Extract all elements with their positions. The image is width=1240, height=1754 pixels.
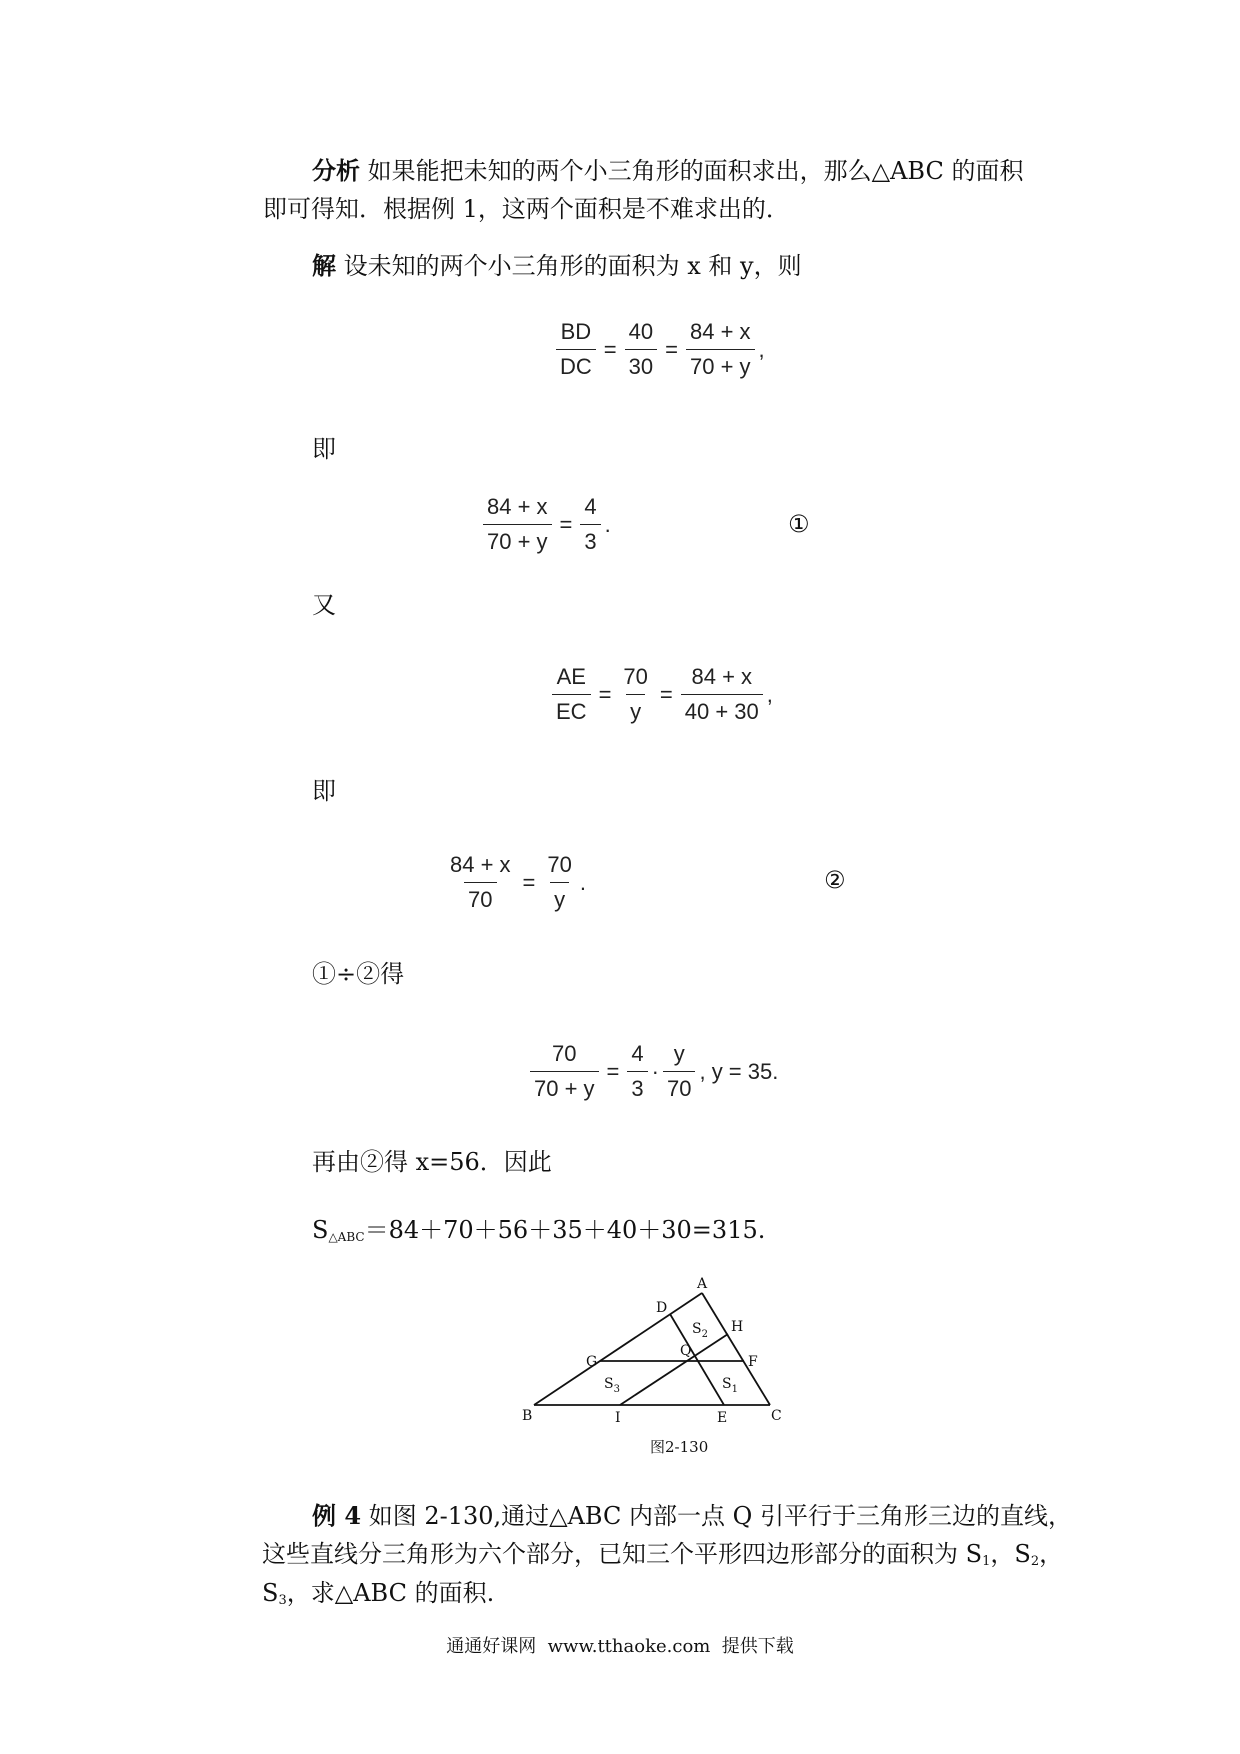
equation-1 xyxy=(479,493,611,556)
equation-ae-ec xyxy=(548,663,773,726)
multiply-dot: · xyxy=(651,1058,659,1084)
equation-solve-y xyxy=(526,1040,778,1103)
denominator: 70 + y xyxy=(686,349,755,381)
fraction xyxy=(556,318,596,381)
equation-bd-dc xyxy=(552,318,765,381)
label-f: F xyxy=(748,1354,758,1370)
punctuation: . xyxy=(604,511,611,537)
example4-text-1: 如图 2-130,通过△ABC 内部一点 Q 引平行于三角形三边的直线， xyxy=(368,1502,1072,1530)
equals-sign: = xyxy=(559,511,573,537)
denominator: 70 xyxy=(663,1071,695,1103)
divide-line: ①÷②得 xyxy=(312,960,405,988)
example4-text-3a: S xyxy=(262,1579,279,1607)
example4-line-3 xyxy=(262,1574,494,1620)
numerator: 4 xyxy=(584,494,597,519)
denominator: 40 + 30 xyxy=(681,694,763,726)
footer: 通通好课网 www.tthaoke.com 提供下载 xyxy=(446,1636,794,1657)
label-c: C xyxy=(771,1408,782,1424)
ji-line-2: 即 xyxy=(312,777,336,805)
area-expression: ＝84＋70＋56＋35＋40＋30=315. xyxy=(364,1216,766,1244)
example4-text-2b: ，S xyxy=(990,1540,1031,1568)
analysis-text-1: 如果能把未知的两个小三角形的面积求出，那么△ABC 的面积 xyxy=(367,157,1024,185)
punctuation: , xyxy=(766,681,773,707)
punctuation: , xyxy=(758,336,765,362)
area-subscript: △ABC xyxy=(328,1230,365,1244)
figure-caption: 图2-130 xyxy=(650,1438,709,1456)
denominator: 3 xyxy=(580,524,600,556)
denominator: y xyxy=(550,882,569,914)
analysis-label: 分析 xyxy=(312,156,360,185)
analysis-line-2 xyxy=(263,190,790,229)
area-symbol: S xyxy=(312,1216,329,1244)
equals-sign: = xyxy=(598,681,612,707)
label-g: G xyxy=(586,1354,598,1370)
equation-marker-2: ② xyxy=(824,866,846,894)
triangle-figure xyxy=(520,1270,820,1460)
example4-text-2c: ， xyxy=(1039,1540,1064,1568)
fraction xyxy=(580,493,600,556)
denominator: DC xyxy=(556,349,596,381)
area-line xyxy=(312,1211,765,1257)
subscript-3: 3 xyxy=(278,1593,287,1608)
numerator: 4 xyxy=(631,1041,644,1066)
denominator: 70 + y xyxy=(530,1071,599,1103)
solution-paragraph xyxy=(312,246,802,286)
numerator: 84 + x xyxy=(689,319,751,344)
s2-subscript: 2 xyxy=(701,1329,708,1340)
label-e: E xyxy=(717,1410,728,1426)
fraction xyxy=(625,318,657,381)
punctuation: . xyxy=(579,869,587,895)
solution-text: 设未知的两个小三角形的面积为 x 和 y，则 xyxy=(343,252,802,280)
label-a: A xyxy=(697,1276,708,1292)
denominator: 3 xyxy=(627,1071,647,1103)
ji-line-1: 即 xyxy=(312,435,336,463)
label-b: B xyxy=(522,1408,533,1424)
example4-label: 例 4 xyxy=(312,1501,362,1530)
numerator: 84 + x xyxy=(691,664,753,689)
label-i: I xyxy=(615,1410,621,1426)
s3-subscript: 3 xyxy=(613,1384,620,1395)
fraction xyxy=(530,1040,599,1103)
s2-symbol: S xyxy=(692,1321,702,1337)
label-h: H xyxy=(731,1319,744,1335)
example4-line-1 xyxy=(312,1496,1072,1536)
label-d: D xyxy=(656,1300,668,1316)
numerator: AE xyxy=(556,664,586,689)
s1-subscript: 1 xyxy=(731,1384,738,1395)
numerator: BD xyxy=(560,319,592,344)
numerator: 70 xyxy=(552,1041,577,1066)
solution-label: 解 xyxy=(312,251,336,280)
fraction xyxy=(543,851,575,914)
numerator: 70 xyxy=(623,664,648,689)
subscript-2: 2 xyxy=(1030,1554,1040,1569)
fraction xyxy=(483,493,552,556)
numerator: 84 + x xyxy=(450,852,511,877)
line-ih xyxy=(620,1334,728,1405)
label-q: Q xyxy=(680,1343,692,1359)
equals-sign: = xyxy=(665,336,678,362)
analysis-paragraph xyxy=(312,151,1072,191)
fraction xyxy=(446,851,515,914)
then-line: 再由②得 x=56．因此 xyxy=(312,1148,552,1176)
label-s3 xyxy=(604,1376,620,1395)
fraction xyxy=(663,1040,695,1103)
equals-sign: = xyxy=(606,1058,620,1084)
fraction xyxy=(686,318,755,381)
equals-sign: = xyxy=(522,869,536,895)
equals-sign: = xyxy=(659,681,673,707)
you-line: 又 xyxy=(312,591,336,619)
fraction xyxy=(681,663,763,726)
example4-text-2a: 这些直线分三角形为六个部分，已知三个平形四边形部分的面积为 S xyxy=(262,1540,983,1568)
s3-symbol: S xyxy=(604,1376,614,1392)
equation-marker-1: ① xyxy=(788,510,810,538)
fraction xyxy=(627,1040,647,1103)
denominator: 30 xyxy=(625,349,657,381)
numerator: y xyxy=(673,1041,685,1066)
label-s2 xyxy=(692,1321,708,1340)
denominator: 70 + y xyxy=(483,524,552,556)
denominator: y xyxy=(626,694,645,726)
denominator: EC xyxy=(552,694,591,726)
equation-2 xyxy=(442,851,586,914)
label-s1 xyxy=(722,1376,738,1395)
fraction xyxy=(552,663,591,726)
s1-symbol: S xyxy=(722,1376,732,1392)
subscript-1: 1 xyxy=(982,1554,991,1569)
denominator: 70 xyxy=(464,882,496,914)
equals-sign: = xyxy=(603,336,617,362)
analysis-line-1 xyxy=(312,151,1072,191)
analysis-text-2: 即可得知．根据例 1，这两个面积是不难求出的． xyxy=(263,195,790,223)
example4-text-3b: ，求△ABC 的面积. xyxy=(286,1579,495,1607)
numerator: 70 xyxy=(547,852,572,877)
equation-tail: , y = 35. xyxy=(699,1058,779,1084)
numerator: 40 xyxy=(628,319,654,344)
numerator: 84 + x xyxy=(487,494,548,519)
fraction xyxy=(619,663,651,726)
